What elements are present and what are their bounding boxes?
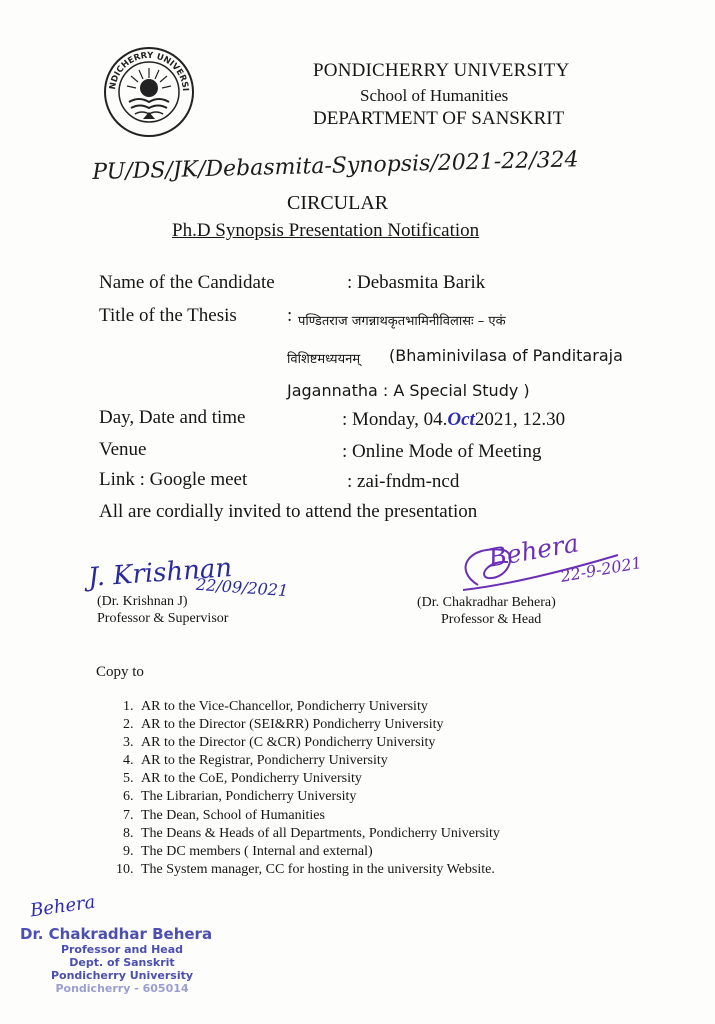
thesis-english-line2: Jagannatha : A Special Study )	[287, 381, 530, 400]
list-item: 9. The DC members ( Internal and external)	[137, 843, 635, 861]
thesis-label: Title of the Thesis	[99, 305, 237, 326]
thesis-english-line1: (Bhaminivilasa of Panditaraja	[389, 346, 623, 365]
university-seal-icon	[103, 46, 195, 138]
list-item: 1. AR to the Vice-Chancellor, Pondicherry University	[137, 698, 635, 716]
stamp-line4: Pondicherry - 605014	[55, 982, 189, 995]
date-prefix: : Monday, 04.	[342, 409, 448, 430]
list-item: 10. The System manager, CC for hosting in the university Website.	[137, 861, 635, 879]
stamp-line1: Professor and Head	[60, 943, 184, 956]
logo-text: NDICHERRY UNIVERSI	[107, 50, 191, 92]
list-item: 7. The Dean, School of Humanities	[137, 807, 635, 825]
list-item: 4. AR to the Registrar, Pondicherry University	[137, 752, 635, 770]
list-item: 5. AR to the CoE, Pondicherry University	[137, 770, 635, 788]
copy-to-list	[115, 698, 635, 879]
circular-heading: CIRCULAR	[287, 192, 389, 214]
invitation-text: All are cordially invited to attend the presentation	[99, 501, 478, 522]
list-item: 8. The Deans & Heads of all Departments, Pondicherry University	[137, 825, 635, 843]
official-stamp	[12, 926, 232, 995]
school-name: School of Humanities	[360, 86, 509, 105]
stamp-line3: Pondicherry University	[50, 969, 194, 982]
candidate-value: : Debasmita Barik	[347, 272, 486, 293]
university-name: PONDICHERRY UNIVERSITY	[313, 60, 570, 81]
head-signature: Behera	[486, 528, 581, 573]
venue-value: : Online Mode of Meeting	[342, 441, 542, 462]
notification-subject: Ph.D Synopsis Presentation Notification	[172, 220, 480, 241]
date-label: Day, Date and time	[99, 407, 246, 428]
thesis-colon: :	[287, 305, 293, 326]
link-value: : zai-fndm-ncd	[347, 471, 460, 492]
supervisor-name: (Dr. Krishnan J)	[97, 594, 188, 609]
list-item: 6. The Librarian, Pondicherry University	[137, 788, 635, 806]
supervisor-signature: J. Krishnan	[87, 553, 234, 593]
reference-number: PU/DS/JK/Debasmita-Synopsis/2021-22/324	[92, 147, 579, 185]
department-name: DEPARTMENT OF SANSKRIT	[313, 108, 565, 129]
link-label: Link : Google meet	[99, 469, 248, 490]
supervisor-title: Professor & Supervisor	[97, 611, 229, 626]
supervisor-sign-date: 22/09/2021	[195, 574, 289, 601]
university-logo	[103, 46, 195, 138]
date-suffix: 2021, 12.30	[474, 409, 566, 430]
date-value	[342, 409, 565, 431]
stamp-signature: Behera	[28, 891, 97, 922]
thesis-devanagari-line2: विशिष्टमध्ययनम्	[287, 352, 361, 367]
head-name: (Dr. Chakradhar Behera)	[417, 595, 556, 610]
venue-label: Venue	[99, 439, 147, 460]
list-item: 3. AR to the Director (C &CR) Pondicherry University	[137, 734, 635, 752]
head-sign-date: 22-9-2021	[558, 553, 644, 586]
stamp-line2: Dept. of Sanskrit	[69, 956, 175, 969]
list-item: 2. AR to the Director (SEI&RR) Pondicherry University	[137, 716, 635, 734]
date-month-handwritten: Oct	[447, 409, 475, 430]
head-title: Professor & Head	[441, 612, 542, 627]
thesis-devanagari-line1: पण्डितराज जगन्नाथकृतभामिनीविलासः – एकं	[298, 314, 506, 329]
stamp-name: Dr. Chakradhar Behera	[20, 925, 213, 943]
candidate-label: Name of the Candidate	[99, 272, 275, 293]
copy-to-heading: Copy to	[96, 664, 144, 680]
